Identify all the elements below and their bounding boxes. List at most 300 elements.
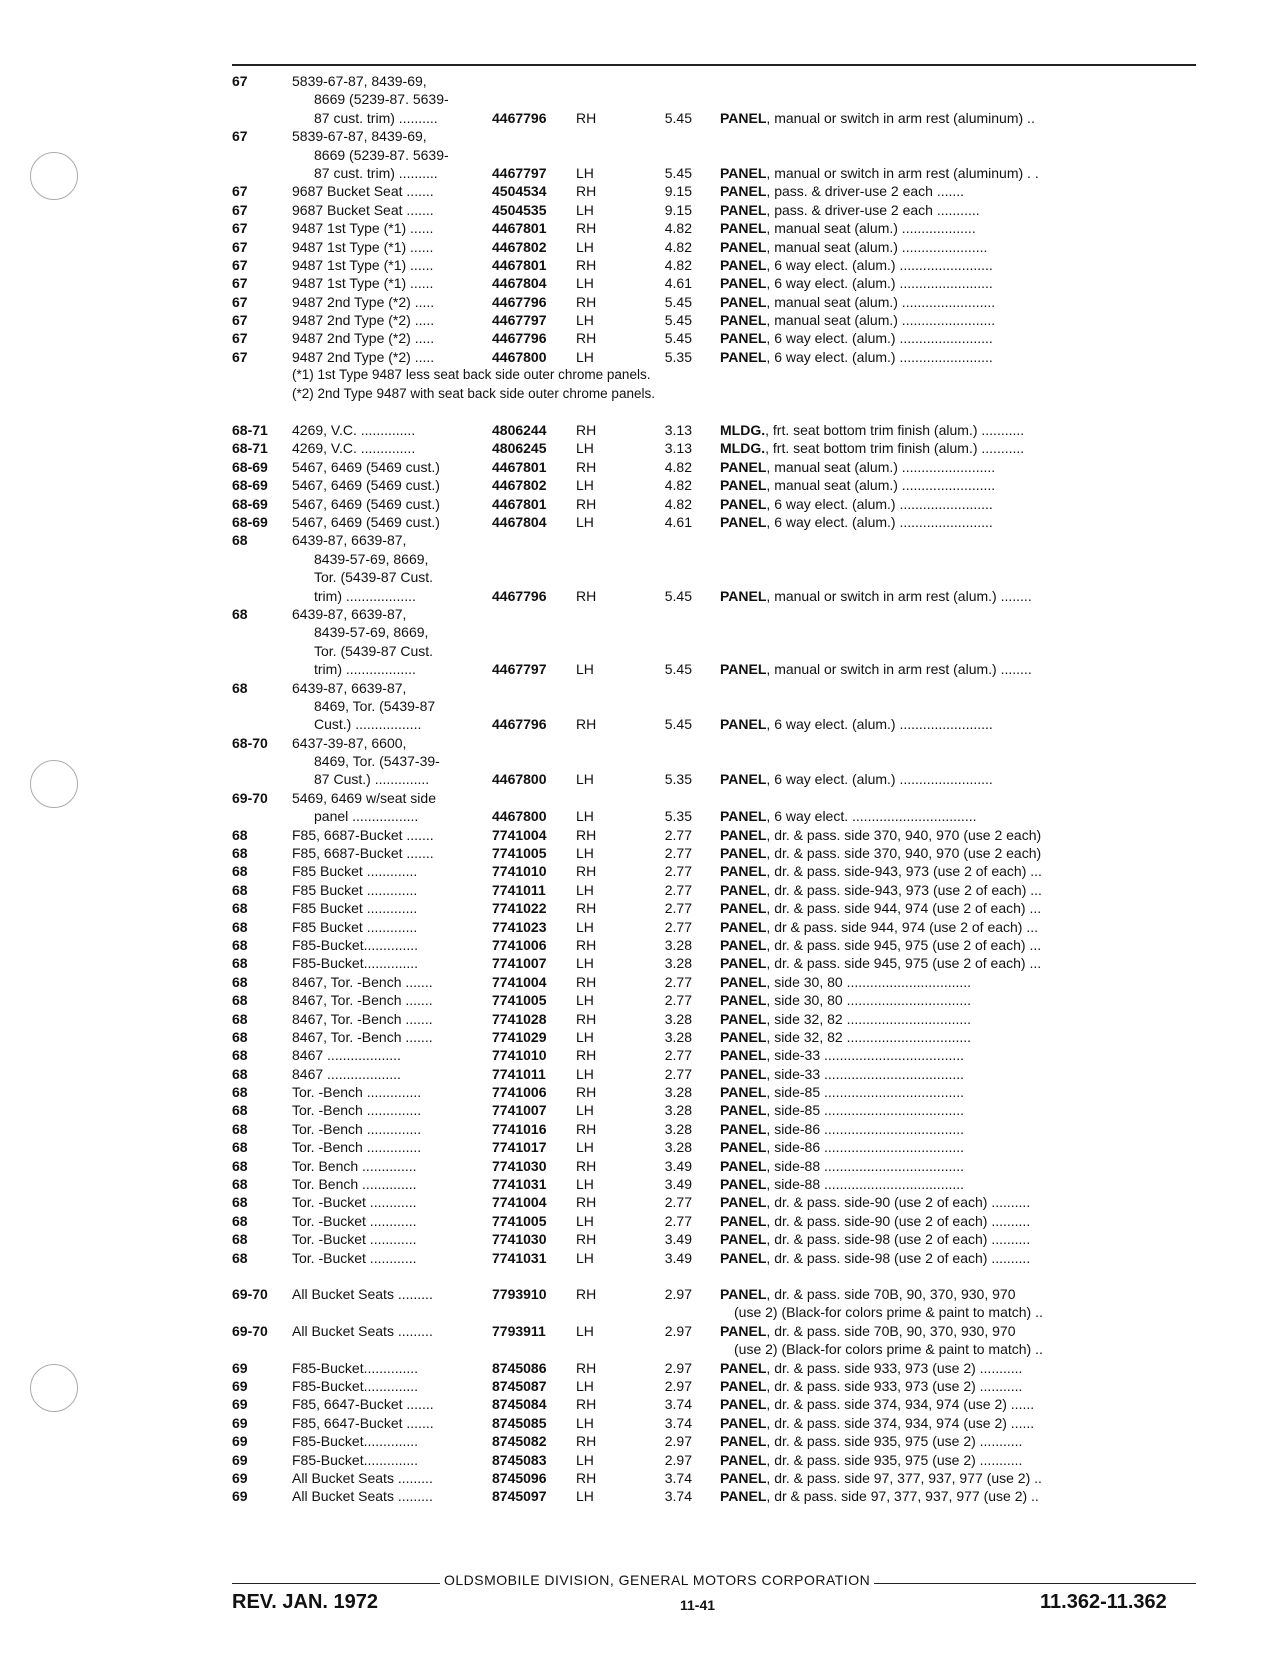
body-style: Tor. -Bucket ............ <box>292 1249 417 1266</box>
side: RH <box>576 1010 597 1027</box>
table-row <box>232 90 1192 108</box>
table-row <box>232 458 1192 476</box>
table-row <box>232 991 1192 1009</box>
part-description <box>720 329 1190 347</box>
part-number: 4806245 <box>492 440 547 457</box>
revision-date: REV. JAN. 1972 <box>232 1591 379 1613</box>
part-description <box>720 1230 1190 1248</box>
side: LH <box>576 201 594 218</box>
price: 2.77 <box>664 863 692 880</box>
part-detail: , 6 way elect. (alum.) ........................ <box>766 348 993 365</box>
price: 5.45 <box>664 661 692 678</box>
part-detail: , 6 way elect. (alum.) ........................ <box>766 495 993 512</box>
table-row <box>232 954 1192 972</box>
side: RH <box>576 458 597 475</box>
body-style: 5467, 6469 (5469 cust.) <box>292 458 440 475</box>
part-description <box>720 1028 1190 1046</box>
model-year: 68 <box>232 992 248 1009</box>
part-description <box>720 476 1190 494</box>
part-label: PANEL <box>720 495 767 512</box>
model-year: 69 <box>232 1469 248 1486</box>
part-description <box>720 1487 1190 1505</box>
part-detail: , dr. & pass. side-98 (use 2 of each) .......... <box>766 1231 1031 1248</box>
model-year: 69-70 <box>232 1322 268 1339</box>
price: 2.77 <box>664 1212 692 1229</box>
part-description <box>720 1065 1190 1083</box>
model-year: 68-71 <box>232 440 268 457</box>
model-year: 68-70 <box>232 734 268 751</box>
part-detail: , dr. & pass. side 70B, 90, 370, 930, 970 <box>766 1322 1016 1339</box>
table-row <box>232 1249 1192 1267</box>
table-row <box>232 513 1192 531</box>
body-style: F85-Bucket.............. <box>292 1359 419 1376</box>
part-description <box>720 807 1190 825</box>
body-style: 5839-67-87, 8439-69, <box>292 73 427 89</box>
part-label: PANEL <box>720 1433 767 1450</box>
part-detail: , dr. & pass. side 370, 940, 970 (use 2 each) <box>766 826 1042 843</box>
model-year: 68 <box>232 826 248 843</box>
body-style: 8467 ................... <box>292 1065 401 1082</box>
table-row <box>232 72 1192 90</box>
punch-hole-bottom <box>30 1364 78 1412</box>
part-detail: , 6 way elect. (alum.) ........................ <box>766 256 993 273</box>
part-number: 7741005 <box>492 992 547 1009</box>
price: 5.45 <box>664 330 692 347</box>
part-number: 4467796 <box>492 109 547 126</box>
model-year: 68 <box>232 1176 248 1193</box>
body-style: 6439-87, 6639-87, <box>292 532 407 549</box>
punch-hole-top <box>30 152 78 200</box>
part-number: 7741023 <box>492 918 547 935</box>
price: 5.45 <box>664 109 692 126</box>
price: 3.74 <box>664 1488 692 1505</box>
body-style: F85 Bucket ............. <box>292 918 418 935</box>
model-year: 67 <box>232 330 248 347</box>
section-number: 11.362-11.362 <box>1040 1591 1167 1613</box>
body-style: 9487 1st Type (*1) ...... <box>292 220 434 237</box>
part-detail: , dr. & pass. side 370, 940, 970 (use 2 each) <box>766 845 1042 862</box>
part-detail: , pass. & driver-use 2 each ....... <box>766 183 965 200</box>
part-detail: , frt. seat bottom trim finish (alum.) ........... <box>765 422 1025 439</box>
body-style: Tor. -Bench .............. <box>292 1120 422 1137</box>
part-number: 7741029 <box>492 1028 547 1045</box>
table-row <box>232 752 1192 770</box>
part-label: PANEL <box>720 771 767 788</box>
part-description <box>720 1469 1190 1487</box>
part-number: 7741017 <box>492 1139 547 1156</box>
part-label: PANEL <box>720 1047 767 1064</box>
model-year: 68 <box>232 973 248 990</box>
part-description <box>720 660 1190 678</box>
part-detail: , side-33 .................................... <box>766 1065 965 1082</box>
part-description <box>720 826 1190 844</box>
part-number: 7741004 <box>492 826 547 843</box>
model-year: 69 <box>232 1433 248 1450</box>
price: 2.77 <box>664 1194 692 1211</box>
side: RH <box>576 256 597 273</box>
price: 3.28 <box>664 955 692 972</box>
model-year: 67 <box>232 238 248 255</box>
body-style: F85 Bucket ............. <box>292 900 418 917</box>
body-style: 6437-39-87, 6600, <box>292 734 407 751</box>
part-detail: , dr. & pass. side 374, 934, 974 (use 2) ...... <box>766 1396 1035 1413</box>
model-year: 68 <box>232 845 248 862</box>
part-description <box>720 495 1190 513</box>
body-style: Tor. Bench .............. <box>292 1176 417 1193</box>
model-year: 69 <box>232 1396 248 1413</box>
part-number: 4806244 <box>492 422 547 439</box>
body-style: F85, 6687-Bucket ....... <box>292 845 434 862</box>
table-row <box>232 550 1192 568</box>
side: LH <box>576 661 594 678</box>
body-style: 9487 2nd Type (*2) ..... <box>292 293 435 310</box>
part-description <box>720 1101 1190 1119</box>
body-style: 9487 2nd Type (*2) ..... <box>292 330 435 347</box>
part-label: PANEL <box>720 109 767 126</box>
part-number: 4467796 <box>492 716 547 733</box>
side: LH <box>576 955 594 972</box>
body-style: Tor. -Bench .............. <box>292 1139 422 1156</box>
part-detail: , dr. & pass. side-90 (use 2 of each) .......... <box>766 1194 1031 1211</box>
part-number: 7741004 <box>492 973 547 990</box>
price: 4.82 <box>664 256 692 273</box>
model-year: 68 <box>232 1212 248 1229</box>
part-description <box>720 1322 1190 1340</box>
part-description <box>720 1377 1190 1395</box>
price: 3.28 <box>664 1120 692 1137</box>
part-detail: , dr. & pass. side 933, 973 (use 2) ........... <box>766 1377 1023 1394</box>
table-row <box>232 587 1192 605</box>
table-row <box>232 642 1192 660</box>
footnote: (*2) 2nd Type 9487 with seat back side outer chrome panels. <box>292 385 655 401</box>
part-label: PANEL <box>720 1157 767 1174</box>
model-year: 68 <box>232 900 248 917</box>
price: 3.49 <box>664 1176 692 1193</box>
table-row <box>232 623 1192 641</box>
table-row <box>232 1487 1192 1505</box>
model-year: 67 <box>232 312 248 329</box>
part-label: PANEL <box>720 1451 767 1468</box>
part-label: MLDG. <box>720 422 766 439</box>
part-label: PANEL <box>720 716 767 733</box>
part-detail: , dr. & pass. side 945, 975 (use 2 of each) ... <box>766 936 1042 953</box>
model-year: 68 <box>232 863 248 880</box>
body-style: Tor. -Bench .............. <box>292 1102 422 1119</box>
part-number: 7741030 <box>492 1157 547 1174</box>
part-description <box>720 458 1190 476</box>
table-row <box>232 679 1192 697</box>
part-label: PANEL <box>720 826 767 843</box>
side: LH <box>576 164 594 181</box>
table-row <box>232 807 1192 825</box>
side: RH <box>576 1433 597 1450</box>
part-description <box>720 973 1190 991</box>
part-label: PANEL <box>720 238 767 255</box>
part-label: PANEL <box>720 1028 767 1045</box>
part-number: 4467802 <box>492 238 547 255</box>
body-style: 5467, 6469 (5469 cust.) <box>292 477 440 494</box>
body-style: F85, 6687-Bucket ....... <box>292 826 434 843</box>
table-row <box>232 605 1192 623</box>
body-style: 4269, V.C. .............. <box>292 440 416 457</box>
table-row <box>232 1065 1192 1083</box>
part-detail: , 6 way elect. ................................ <box>766 808 977 825</box>
part-detail: , manual or switch in arm rest (aluminum) .. <box>766 109 1035 126</box>
part-description <box>720 770 1190 788</box>
model-year: 68-69 <box>232 513 268 530</box>
side: RH <box>576 1157 597 1174</box>
part-detail: , manual or switch in arm rest (alum.) ........ <box>766 587 1032 604</box>
price: 4.82 <box>664 458 692 475</box>
body-style: F85 Bucket ............. <box>292 863 418 880</box>
part-detail: , 6 way elect. (alum.) ........................ <box>766 330 993 347</box>
side: RH <box>576 1120 597 1137</box>
price: 3.28 <box>664 936 692 953</box>
part-number: 8745082 <box>492 1433 547 1450</box>
model-year: 68 <box>232 1010 248 1027</box>
table-row <box>232 881 1192 899</box>
table-row <box>232 918 1192 936</box>
body-style: 8439-57-69, 8669, <box>314 550 429 567</box>
side: RH <box>576 1359 597 1376</box>
model-year: 67 <box>232 348 248 365</box>
table-row <box>232 348 1192 366</box>
part-label: PANEL <box>720 1065 767 1082</box>
part-number: 4504535 <box>492 201 547 218</box>
part-detail: , 6 way elect. (alum.) ........................ <box>766 513 993 530</box>
part-detail: , manual seat (alum.) ........................ <box>766 458 996 475</box>
price: 2.97 <box>664 1377 692 1394</box>
table-row <box>232 531 1192 549</box>
part-description <box>720 936 1190 954</box>
side: LH <box>576 992 594 1009</box>
price: 4.82 <box>664 238 692 255</box>
part-description <box>720 1414 1190 1432</box>
table-row <box>232 1010 1192 1028</box>
part-label: PANEL <box>720 1102 767 1119</box>
part-detail: , manual or switch in arm rest (alum.) ........ <box>766 661 1032 678</box>
part-description <box>720 293 1190 311</box>
part-label: PANEL <box>720 1359 767 1376</box>
part-detail: , manual seat (alum.) ........................ <box>766 477 996 494</box>
model-year: 68 <box>232 1231 248 1248</box>
price: 2.97 <box>664 1322 692 1339</box>
model-year: 67 <box>232 201 248 218</box>
part-label: PANEL <box>720 808 767 825</box>
part-label: PANEL <box>720 845 767 862</box>
price: 2.77 <box>664 973 692 990</box>
part-description <box>720 201 1190 219</box>
price: 3.28 <box>664 1139 692 1156</box>
table-row <box>232 293 1192 311</box>
body-style: 9487 2nd Type (*2) ..... <box>292 312 435 329</box>
body-style: Tor. -Bench .............. <box>292 1084 422 1101</box>
table-row <box>232 1469 1192 1487</box>
price: 5.45 <box>664 293 692 310</box>
part-description <box>720 881 1190 899</box>
model-year: 68-69 <box>232 458 268 475</box>
price: 5.45 <box>664 312 692 329</box>
side: LH <box>576 1102 594 1119</box>
part-detail: , dr. & pass. side-943, 973 (use 2 of each) ... <box>766 863 1042 880</box>
part-detail: , side-85 .................................... <box>766 1102 965 1119</box>
body-style: 8469, Tor. (5437-39- <box>314 753 440 770</box>
model-year: 68-69 <box>232 495 268 512</box>
body-style: All Bucket Seats ......... <box>292 1488 433 1505</box>
side: RH <box>576 936 597 953</box>
part-detail: , manual seat (alum.) ...................... <box>766 238 988 255</box>
part-description <box>720 311 1190 329</box>
table-row <box>232 568 1192 586</box>
part-label: PANEL <box>720 1286 767 1302</box>
part-number: 7741005 <box>492 845 547 862</box>
body-style: 6439-87, 6639-87, <box>292 679 407 696</box>
price: 2.77 <box>664 900 692 917</box>
part-label: PANEL <box>720 1377 767 1394</box>
part-description <box>720 1175 1190 1193</box>
part-detail: , side 32, 82 ................................ <box>766 1010 972 1027</box>
price: 5.35 <box>664 348 692 365</box>
part-label: PANEL <box>720 1322 767 1339</box>
part-label: MLDG. <box>720 440 766 457</box>
part-description <box>720 715 1190 733</box>
table-row <box>232 660 1192 678</box>
table-row <box>232 274 1192 292</box>
price: 4.82 <box>664 477 692 494</box>
side: LH <box>576 1065 594 1082</box>
table-row <box>232 973 1192 991</box>
part-label: PANEL <box>720 201 767 218</box>
table-row <box>232 238 1192 256</box>
part-description <box>720 991 1190 1009</box>
body-style: Tor. (5439-87 Cust. <box>314 569 434 586</box>
model-year: 68 <box>232 532 248 549</box>
price: 5.35 <box>664 808 692 825</box>
part-description <box>720 164 1190 182</box>
table-row <box>232 1138 1192 1156</box>
model-year: 69-70 <box>232 789 268 806</box>
price: 2.77 <box>664 845 692 862</box>
part-description <box>720 513 1190 531</box>
part-detail: , frt. seat bottom trim finish (alum.) ........... <box>765 440 1025 457</box>
part-detail: , side-86 .................................... <box>766 1139 965 1156</box>
body-style: F85, 6647-Bucket ....... <box>292 1396 434 1413</box>
part-detail: , 6 way elect. (alum.) ........................ <box>766 716 993 733</box>
part-number: 4467796 <box>492 587 547 604</box>
part-number: 7741031 <box>492 1176 547 1193</box>
body-style: F85-Bucket.............. <box>292 1451 419 1468</box>
table-row <box>232 1083 1192 1101</box>
part-number: 4467801 <box>492 220 547 237</box>
price: 3.74 <box>664 1396 692 1413</box>
price: 2.97 <box>664 1359 692 1376</box>
side: LH <box>576 312 594 329</box>
side: RH <box>576 330 597 347</box>
part-label: PANEL <box>720 1414 767 1431</box>
part-description <box>720 1451 1190 1469</box>
body-style: 87 Cust.) .............. <box>314 771 430 788</box>
table-row <box>232 789 1192 807</box>
side: LH <box>576 275 594 292</box>
part-number: 4504534 <box>492 183 547 200</box>
part-number: 4467796 <box>492 330 547 347</box>
part-label: PANEL <box>720 1194 767 1211</box>
part-description <box>720 1193 1190 1211</box>
body-style: 9487 2nd Type (*2) ..... <box>292 348 435 365</box>
side: RH <box>576 495 597 512</box>
price: 3.49 <box>664 1249 692 1266</box>
body-style: 9487 1st Type (*1) ...... <box>292 238 434 255</box>
table-row <box>232 476 1192 494</box>
price: 2.77 <box>664 918 692 935</box>
table-row <box>232 329 1192 347</box>
price: 5.45 <box>664 716 692 733</box>
part-number: 7741016 <box>492 1120 547 1137</box>
part-label: PANEL <box>720 183 767 200</box>
side: RH <box>576 1286 597 1302</box>
part-number: 7793911 <box>492 1322 546 1339</box>
table-row <box>232 109 1192 127</box>
price: 3.28 <box>664 1028 692 1045</box>
table-row <box>232 862 1192 880</box>
price: 5.45 <box>664 164 692 181</box>
model-year: 69-70 <box>232 1286 268 1302</box>
table-row <box>232 1046 1192 1064</box>
part-detail: , side-33 .................................... <box>766 1047 965 1064</box>
price: 3.49 <box>664 1231 692 1248</box>
table-row <box>232 844 1192 862</box>
part-label: PANEL <box>720 587 767 604</box>
model-year: 68 <box>232 1028 248 1045</box>
part-description <box>720 1359 1190 1377</box>
price: 4.82 <box>664 495 692 512</box>
body-style: 4269, V.C. .............. <box>292 422 416 439</box>
part-detail: , dr. & pass. side 935, 975 (use 2) ........... <box>766 1451 1023 1468</box>
table-row <box>232 1028 1192 1046</box>
model-year: 69 <box>232 1414 248 1431</box>
table-row <box>232 201 1192 219</box>
table-row <box>232 826 1192 844</box>
body-style: 8669 (5239-87. 5639- <box>314 91 449 108</box>
part-label: PANEL <box>720 863 767 880</box>
part-number: 7741031 <box>492 1249 547 1266</box>
part-description <box>720 1083 1190 1101</box>
table-row <box>232 715 1192 733</box>
body-style: Tor. -Bucket ............ <box>292 1231 417 1248</box>
body-style: 5467, 6469 (5469 cust.) <box>292 495 440 512</box>
price: 2.97 <box>664 1286 692 1302</box>
body-style: 8467, Tor. -Bench ....... <box>292 1028 433 1045</box>
model-year: 68 <box>232 1157 248 1174</box>
body-style: F85-Bucket.............. <box>292 936 419 953</box>
body-style: 8469, Tor. (5439-87 <box>314 697 436 714</box>
body-style: 8439-57-69, 8669, <box>314 624 429 641</box>
table-row <box>232 146 1192 164</box>
part-description <box>720 109 1190 127</box>
side: RH <box>576 109 597 126</box>
part-description <box>720 899 1190 917</box>
part-number: 7793910 <box>492 1286 547 1302</box>
table-row <box>232 127 1192 145</box>
part-number: 4467801 <box>492 256 547 273</box>
part-description <box>720 862 1190 880</box>
table-row <box>232 697 1192 715</box>
price: 3.13 <box>664 440 692 457</box>
part-number: 8745086 <box>492 1359 547 1376</box>
price: 2.77 <box>664 881 692 898</box>
header-rule <box>232 64 1196 66</box>
part-description <box>720 439 1190 457</box>
